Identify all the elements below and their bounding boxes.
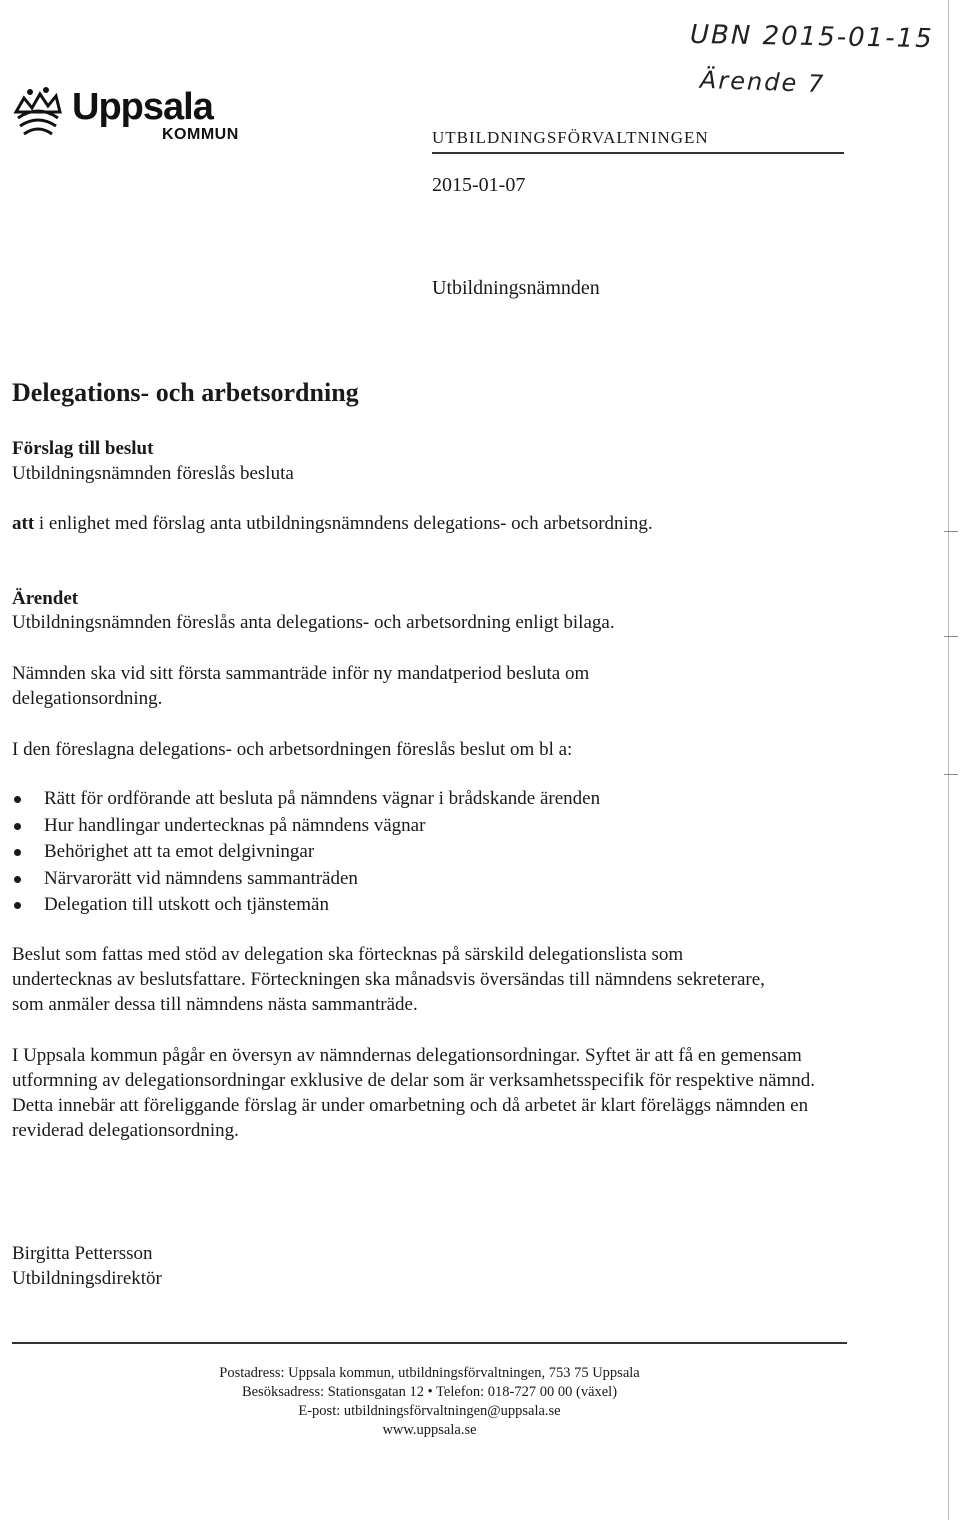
footer-visiting-address: Besöksadress: Stationsgatan 12 • Telefon: 018-727 00 00 (växel)	[241, 1384, 618, 1400]
list-item: Rätt för ordförande att besluta på nämndens vägnar i brådskande ärenden	[12, 786, 600, 813]
paragraph-1: Utbildningsnämnden föreslås anta delegations- och arbetsordning enligt bilaga.	[12, 612, 615, 633]
signatory-role: Utbildningsdirektör	[12, 1268, 162, 1289]
uppsala-logo	[10, 84, 250, 144]
handwritten-case-number: Ärende 7	[699, 65, 826, 99]
att-word: att	[12, 513, 35, 534]
document-title: Delegations- och arbetsordning	[12, 378, 359, 407]
uppsala-emblem-icon	[10, 84, 66, 140]
logo-subtitle: KOMMUN	[162, 126, 239, 143]
footer	[12, 1364, 847, 1440]
department-name: UTBILDNINGSFÖRVALTNINGEN	[432, 128, 709, 147]
footer-email: E-post: utbildningsförvaltningen@uppsala.se	[298, 1403, 561, 1419]
list-item: Delegation till utskott och tjänstemän	[12, 892, 600, 919]
paragraph-3: I den föreslagna delegations- och arbetsordningen föreslås beslut om bl a:	[12, 739, 573, 760]
paragraph-2: Nämnden ska vid sitt första sammanträde inför ny mandatperiod besluta om delegationsordning.	[12, 663, 590, 709]
decision-list	[12, 786, 600, 919]
logo-wordmark: Uppsala	[72, 86, 213, 128]
proposal-intro: Utbildningsnämnden föreslås besluta	[12, 463, 294, 484]
footer-postal-address: Postadress: Uppsala kommun, utbildningsförvaltningen, 753 75 Uppsala	[219, 1365, 640, 1381]
att-text: i enlighet med förslag anta utbildningsnämndens delegations- och arbetsordning.	[38, 513, 653, 534]
paragraph-4: Beslut som fattas med stöd av delegation ska förtecknas på särskild delegationslista som undertecknas av beslutsfattare. Förteckningen ska månadsvis översändas till nämndens sekreterare, som anmäler dessa till nämndens nästa sammanträde.	[12, 944, 765, 1015]
list-item: Behörighet att ta emot delgivningar	[12, 839, 600, 866]
list-item: Närvarorätt vid nämndens sammanträden	[12, 866, 600, 893]
recipient: Utbildningsnämnden	[432, 277, 600, 299]
scan-edge-line	[948, 0, 949, 1520]
paragraph-5: I Uppsala kommun pågår en översyn av nämndernas delegationsordningar. Syftet är att få en gemensam utformning av delegationsordningar exklusive de delar som är verksamhetsspecifik för respektive nämnd. Detta innebär att föreliggande förslag är under omarbetning och då arbetet är klart föreläggs nämnden en reviderad delegationsordning.	[12, 1045, 816, 1141]
document-date: 2015-01-07	[432, 174, 526, 196]
footer-divider	[12, 1342, 847, 1344]
proposal-section	[12, 436, 852, 486]
proposal-heading: Förslag till beslut	[12, 438, 154, 459]
footer-website: www.uppsala.se	[382, 1422, 477, 1438]
arendet-heading: Ärendet	[12, 588, 79, 609]
signatory-name: Birgitta Pettersson	[12, 1243, 153, 1264]
scan-edge-tick	[944, 531, 958, 532]
handwritten-stamp: UBN 2015-01-15	[689, 19, 934, 55]
att-clause	[12, 511, 852, 536]
scan-edge-tick	[944, 636, 958, 637]
signature-block	[12, 1241, 852, 1291]
list-item: Hur handlingar undertecknas på nämndens vägnar	[12, 813, 600, 840]
header-divider	[432, 152, 844, 154]
scan-edge-tick	[944, 774, 958, 775]
